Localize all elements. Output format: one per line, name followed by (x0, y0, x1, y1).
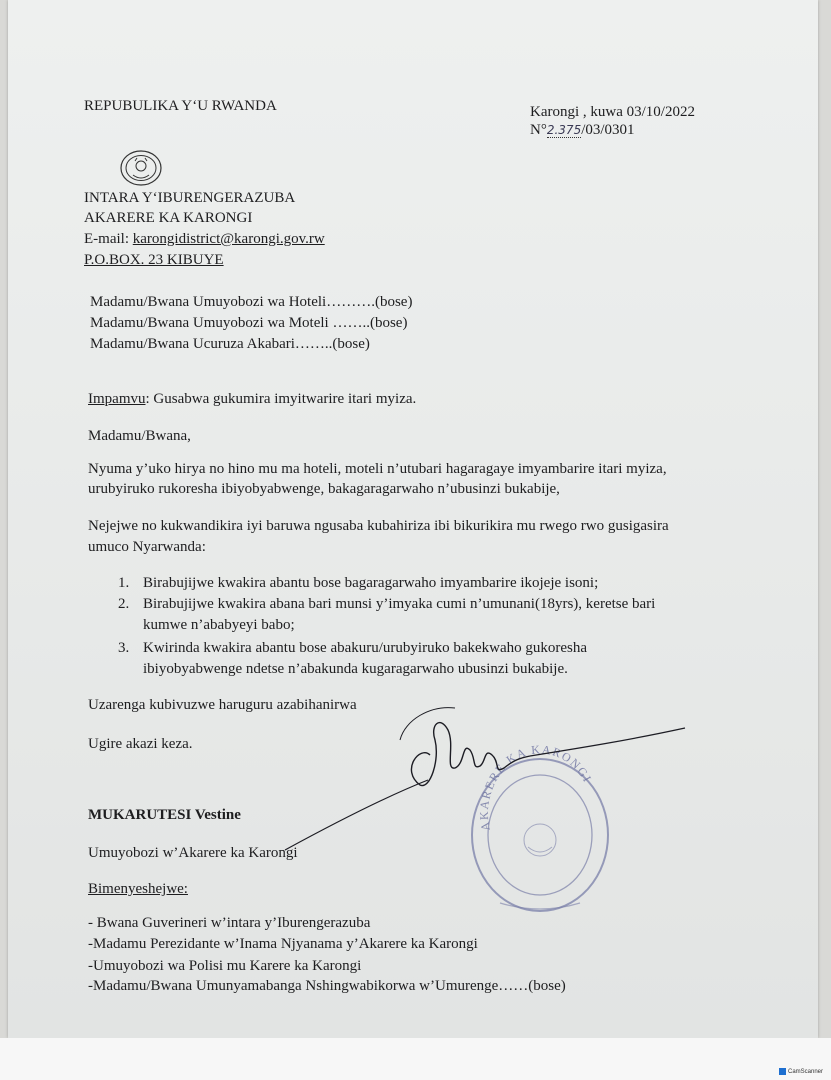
list-number: 2. (118, 596, 130, 612)
paragraph-2-line-2: umuco Nyarwanda: (88, 539, 206, 555)
closing-warning: Uzarenga kubivuzwe haruguru azabihanirwa (88, 697, 357, 713)
list-number: 3. (118, 640, 130, 656)
subject-text: : Gusabwa gukumira imyitwarire itari myiza. (145, 391, 417, 407)
republic-heading: REPUBULIKA Y‘U RWANDA (84, 98, 277, 114)
scanner-watermark (779, 1068, 823, 1075)
list-item-continuation: ibiyobyabwenge ndetse n’abakunda kugaragarwaho ubusinzi bukabije. (143, 661, 568, 677)
camscanner-logo-icon (779, 1068, 786, 1075)
recipient-line: Madamu/Bwana Umuyobozi wa Moteli ……..(bose) (90, 315, 408, 331)
place-date: Karongi , kuwa 03/10/2022 (530, 104, 695, 120)
rwanda-emblem-icon (118, 148, 164, 188)
list-item: Birabujijwe kwakira abana bari munsi y’imyaka cumi n’umunani(18yrs), keretse bari (143, 596, 656, 612)
cc-item: -Madamu Perezidante w’Inama Njyanama y’Akarere ka Karongi (88, 936, 478, 952)
signature (280, 700, 700, 860)
subject-label: Impamvu (88, 391, 146, 407)
cc-item: - Bwana Guverineri w’intara y’Iburengerazuba (88, 915, 371, 931)
paragraph-1-line-2: urubyiruko rukoresha ibiyobyabwenge, bakagaragarwaho n’ubusinzi bukabije, (88, 481, 560, 497)
recipient-line: Madamu/Bwana Ucuruza Akabari……..(bose) (90, 336, 370, 352)
reference-handwritten: 2.375 (546, 123, 582, 137)
recipient-line: Madamu/Bwana Umuyobozi wa Hoteli……….(bose) (90, 294, 413, 310)
list-item-continuation: kumwe n’ababyeyi babo; (143, 617, 295, 633)
cc-item: -Umuyobozi wa Polisi mu Karere ka Karongi (88, 958, 362, 974)
email-link[interactable]: karongidistrict@karongi.gov.rw (132, 231, 325, 247)
paragraph-2-line-1: Nejejwe no kukwandikira iyi baruwa ngusaba kubahiriza ibi bikurikira mu rwego rwo gusigasira (88, 518, 669, 534)
list-item: Birabujijwe kwakira abantu bose bagaragarwaho imyambarire ikojeje isoni; (143, 575, 599, 591)
signatory-name: MUKARUTESI Vestine (88, 807, 241, 823)
scan-footer (0, 1038, 831, 1080)
reference-number: N°2.375/03/0301 (530, 122, 635, 138)
watermark-text: CamScanner (787, 1068, 823, 1075)
province-heading: INTARA Y‘IBURENGERAZUBA (84, 190, 296, 206)
pobox: P.O.BOX. 23 KIBUYE (84, 252, 224, 268)
cc-label: Bimenyeshejwe: (88, 881, 188, 897)
list-item: Kwirinda kwakira abantu bose abakuru/urubyiruko bakekwaho gukoresha (143, 640, 588, 656)
cc-item: -Madamu/Bwana Umunyamabanga Nshingwabikorwa w’Umurenge……(bose) (88, 978, 566, 994)
email-label: E-mail: (84, 231, 133, 247)
stamp-text: AKARERE KA KARONGI (476, 742, 595, 833)
list-number: 1. (118, 575, 130, 591)
subject-line (88, 391, 416, 408)
paragraph-1-line-1: Nyuma y’uko hirya no hino mu ma hoteli, moteli n’utubari hagaragaye imyambarire itari myiza, (88, 461, 667, 477)
district-heading: AKARERE KA KARONGI (84, 210, 253, 226)
closing-greeting: Ugire akazi keza. (88, 736, 193, 752)
signatory-title: Umuyobozi w’Akarere ka Karongi (88, 845, 298, 861)
salutation: Madamu/Bwana, (88, 428, 191, 444)
email-line (84, 231, 325, 248)
